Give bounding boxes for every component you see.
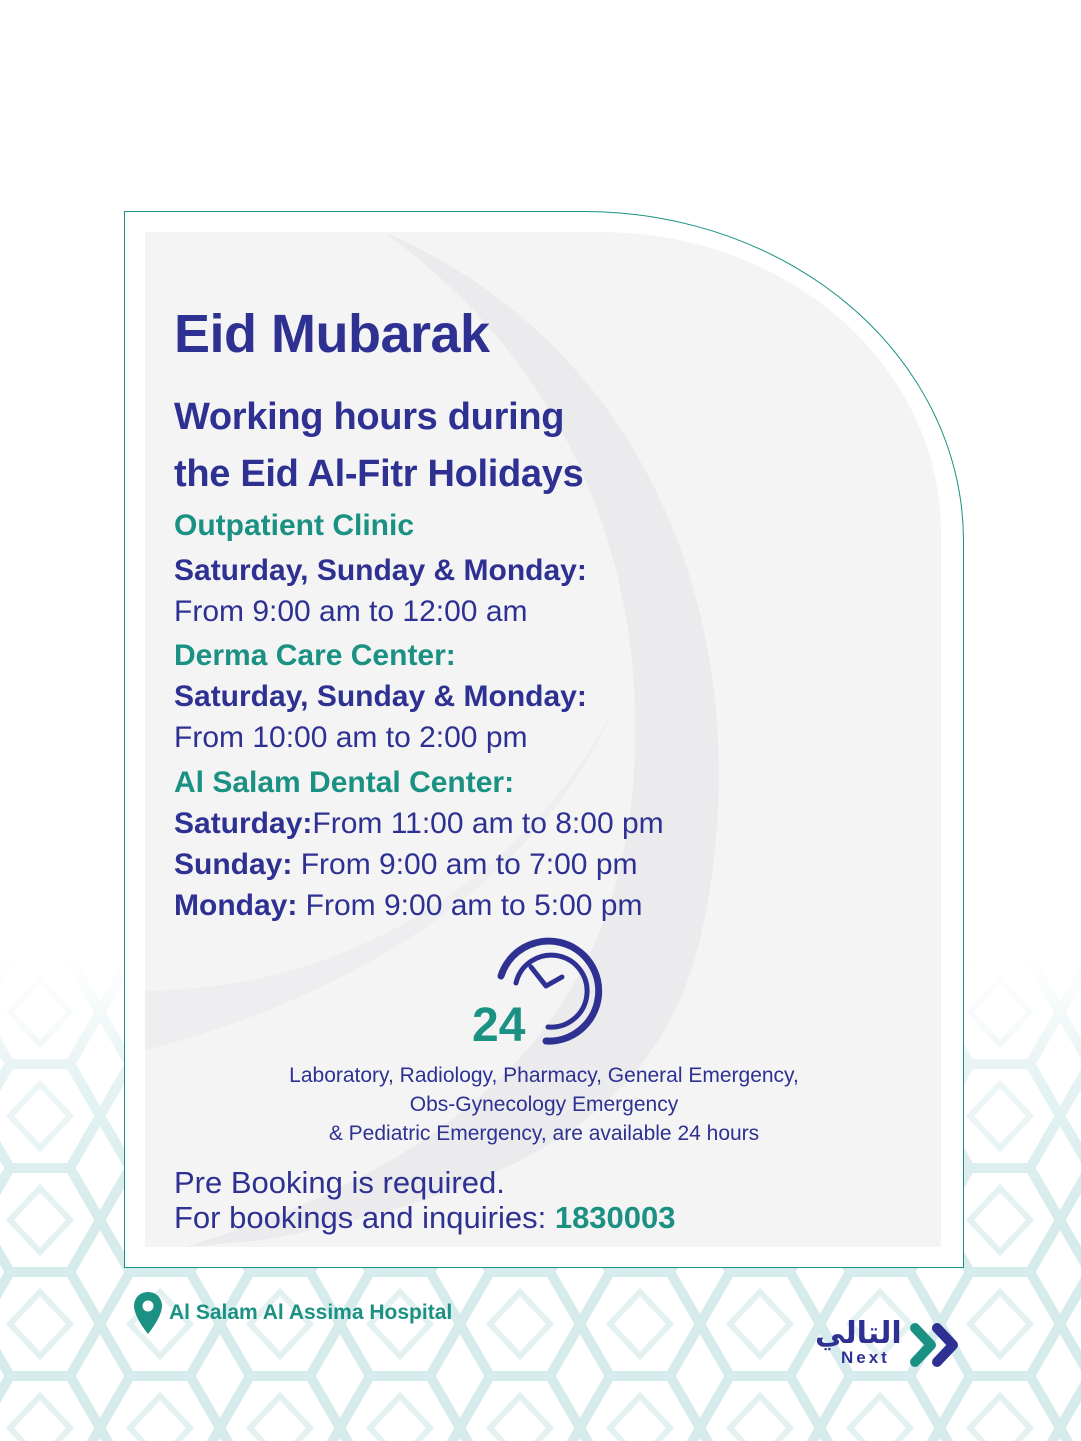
next-label-english: Next <box>841 1348 890 1367</box>
dental-heading: Al Salam Dental Center: <box>174 766 515 799</box>
dental-sunday <box>174 848 638 882</box>
booking-required: Pre Booking is required. <box>174 1165 505 1200</box>
dental-monday-day: Monday: <box>174 889 298 922</box>
booking-inquiries-label: For bookings and inquiries: <box>174 1200 555 1235</box>
hospital-location <box>133 1291 452 1335</box>
clock-icon <box>466 931 606 1051</box>
derma-hours: From 10:00 am to 2:00 pm <box>174 721 528 754</box>
outpatient-heading: Outpatient Clinic <box>174 509 414 542</box>
services-note-line-3: & Pediatric Emergency, are available 24 hours <box>328 1122 760 1145</box>
dental-monday-hours: From 9:00 am to 5:00 pm <box>297 889 643 922</box>
services-note-line-1: Laboratory, Radiology, Pharmacy, General Emergency, <box>289 1064 799 1087</box>
outpatient-days: Saturday, Sunday & Monday: <box>174 554 587 587</box>
subtitle <box>174 389 583 503</box>
page-title: Eid Mubarak <box>174 304 490 364</box>
dental-sunday-day: Sunday: <box>174 848 293 881</box>
double-chevron-right-icon <box>909 1322 969 1368</box>
dental-saturday <box>174 807 664 841</box>
booking-inquiries <box>174 1200 676 1235</box>
location-pin-icon <box>133 1291 163 1335</box>
derma-heading: Derma Care Center: <box>174 639 456 672</box>
outpatient-hours: From 9:00 am to 12:00 am <box>174 595 528 628</box>
clock-label: 24 <box>472 999 526 1051</box>
subtitle-line-1: Working hours during <box>174 396 565 438</box>
hospital-name: Al Salam Al Assima Hospital <box>169 1301 453 1324</box>
dental-saturday-hours: From 11:00 am to 8:00 pm <box>312 807 664 840</box>
services-note-line-2: Obs-Gynecology Emergency <box>409 1093 679 1116</box>
dental-saturday-day: Saturday: <box>174 807 313 840</box>
dental-monday <box>174 889 642 923</box>
booking-info <box>174 1165 676 1235</box>
next-button[interactable] <box>815 1316 975 1372</box>
dental-sunday-hours: From 9:00 am to 7:00 pm <box>292 848 638 881</box>
derma-days: Saturday, Sunday & Monday: <box>174 680 587 713</box>
phone-number[interactable]: 1830003 <box>554 1200 676 1235</box>
services-note <box>224 1061 864 1148</box>
next-label-arabic: التالي <box>815 1316 902 1351</box>
subtitle-line-2: the Eid Al-Fitr Holidays <box>174 453 584 495</box>
card-content <box>124 211 964 1268</box>
